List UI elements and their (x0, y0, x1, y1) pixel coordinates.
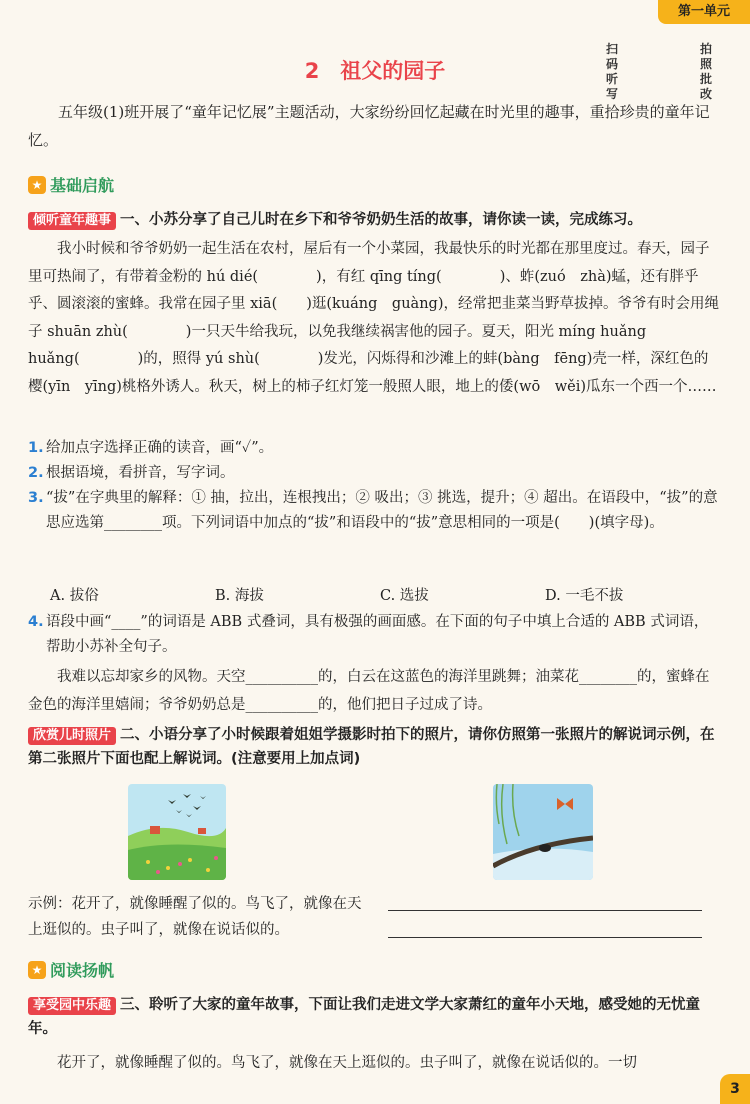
meadow-photo (128, 784, 226, 880)
story-text (28, 236, 722, 401)
question-2 (28, 723, 722, 771)
intro-paragraph: 五年级(1)班开展了“童年记忆展”主题活动，大家纷纷回忆起藏在时光里的趣事，重拾珍贵的童年记忆。 (28, 103, 710, 149)
exercise-item-3: 3. “拔”在字典里的解释：① 抽，拉出，连根拽出；② 吸出；③ 挑选，提升；④ 超出。在语段中，“拔”的意思应选第________项。下列词语中加点的“拔”和语段中的“拔”意思相同的一项是( )(填字母)。 (28, 490, 718, 531)
question-1-text: 一、小苏分享了自己儿时在乡下和爷爷奶奶生活的故事，请你读一读，完成练习。 (120, 212, 643, 228)
question-1 (28, 208, 722, 232)
answer-options (50, 584, 710, 605)
question-2-text: 二、小语分享了小时候跟着姐姐学摄影时拍下的照片，请你仿照第一张照片的解说词示例，在第二张照片下面也配上解说词。(注意要用上加点词) (28, 727, 715, 767)
question-3 (28, 993, 722, 1041)
anchor-icon: ★ (28, 176, 46, 194)
exercise-item-4: 4. 语段中画“____”的词语是 ABB 式叠词，具有极强的画面感。在下面的句子中填上合适的 ABB 式词语，帮助小苏补全句子。 (28, 614, 709, 655)
section-reading (28, 958, 114, 981)
unit-tab: 第一单元 (658, 0, 750, 24)
section-reading-title: 阅读扬帆 (50, 961, 115, 980)
question-1-tag: 倾听童年趣事 (28, 212, 116, 230)
option-b[interactable]: B. 海拔 (215, 588, 264, 604)
option-a[interactable]: A. 拔俗 (50, 588, 99, 604)
example-caption: 示例：花开了，就像睡醒了似的。鸟飞了，就像在天上逛似的。虫子叫了，就像在说话似的。 (28, 896, 362, 938)
exercise-item-1: 1. 给加点字选择正确的读音，画“✓”。 (28, 440, 274, 456)
answer-line-1[interactable] (388, 910, 702, 911)
exercise-item-2: 2. 根据语境，看拼音，写字词。 (28, 465, 235, 481)
branch-beetle-photo (493, 784, 593, 880)
section-basic-title: 基础启航 (50, 176, 115, 195)
book-icon: ★ (28, 961, 46, 979)
story-paragraph: 我小时候和爷爷奶奶一起生活在农村，屋后有一个小菜园，我最快乐的时光都在那里度过。春天，园子里可热闹了，有带着金粉的 hú dié( )，有红 qīng tíng( )、蚱(zuó zhà)蜢，还有胖乎乎、圆滚滚的蜜蜂。我常在园子里 xiā( )逛(kuáng guàng)，经常把韭菜当野草拔掉。爷爷有时会用绳子 shuān zhù( )一只天牛给我玩，以免我继续祸害他的园子。夏天，阳光 míng huǎng huǎng( )的，照得 yú shù( )发光，闪烁得和沙滩上的蚌(bàng fēng)壳一样，深红色的樱(yīn yīng)桃格外诱人。秋天，树上的柿子红灯笼一般照人眼，地上的倭(wō wěi)瓜东一个西一个…… (28, 241, 719, 395)
question-3-tag: 享受园中乐趣 (28, 997, 116, 1015)
question-2-tag: 欣赏儿时照片 (28, 727, 116, 745)
page-number: 3 (720, 1074, 750, 1104)
answer-line-2[interactable] (388, 937, 702, 938)
fill-in-sentence: 我难以忘却家乡的风物。天空__________的，白云在这蓝色的海洋里跳舞；油菜花________的，蜜蜂在金色的海洋里嬉闹；爷爷奶奶总是__________的，他们把日子过成了诗。 (28, 669, 710, 713)
photo-correction-label[interactable]: 拍照批改 (700, 42, 713, 101)
scan-dictation-label[interactable]: 扫码听写 (606, 42, 619, 101)
option-c[interactable]: C. 选拔 (380, 588, 429, 604)
option-d[interactable]: D. 一毛不拔 (545, 588, 624, 604)
question-3-text: 三、聆听了大家的童年故事，下面让我们走进文学大家萧红的童年小天地，感受她的无忧童年。 (28, 997, 701, 1037)
section-basic (28, 173, 114, 196)
reading-text: 花开了，就像睡醒了似的。鸟飞了，就像在天上逛似的。虫子叫了，就像在说话似的。一切 (57, 1055, 637, 1071)
exercise-items (28, 436, 722, 536)
lesson-title: 2 祖父的园子 (304, 59, 446, 83)
